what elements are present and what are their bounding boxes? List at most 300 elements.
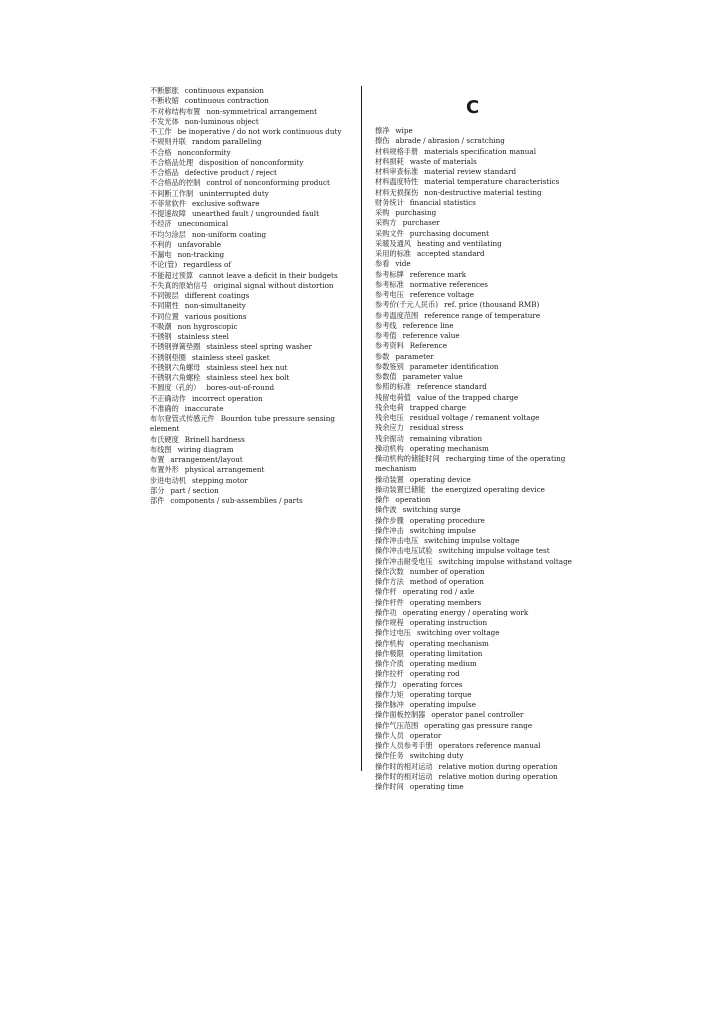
term-english: wiring diagram [177, 444, 234, 454]
term-chinese: 不吸潮 [150, 321, 172, 331]
glossary-entry [375, 495, 590, 505]
term-chinese: 材料审查标准 [375, 167, 419, 176]
term-chinese: 步进电动机 [150, 475, 186, 485]
term-chinese: 不圆度（孔的） [150, 383, 201, 393]
term-chinese: 参考资料 [375, 341, 404, 351]
term-english: material review standard [424, 167, 517, 176]
term-chinese: 操动机构 [375, 443, 404, 453]
term-chinese: 不漏电 [150, 250, 172, 259]
term-chinese: 不准确的 [150, 403, 179, 413]
term-english: operating forces [402, 679, 463, 689]
glossary-entry [375, 454, 590, 475]
glossary-entry [375, 649, 590, 659]
term-english: defective product / reject [184, 168, 277, 177]
term-chinese: 采暖及通风 [375, 238, 411, 248]
term-english: operating torque [409, 689, 472, 699]
term-english: switching impulse [409, 525, 476, 535]
glossary-entry [375, 546, 590, 556]
term-chinese: 采用的标准 [375, 249, 411, 258]
term-english: non-luminous object [184, 116, 259, 126]
glossary-entry [150, 137, 360, 147]
term-chinese: 操作功 [375, 607, 397, 617]
glossary-entry [375, 136, 590, 146]
term-chinese: 不菲常软件 [150, 198, 186, 208]
term-chinese: 操作时的相对运动 [375, 761, 433, 771]
glossary-entry [150, 271, 360, 281]
glossary-entry [375, 126, 590, 136]
term-chinese: 操作人员 [375, 730, 404, 740]
term-english: non-uniform coating [191, 229, 267, 239]
term-english: stainless steel spring washer [206, 342, 312, 352]
term-english: operating procedure [409, 515, 485, 525]
term-english: physical arrangement [184, 465, 265, 475]
term-chinese: 材料温度特性 [375, 177, 419, 187]
glossary-entry [375, 423, 590, 433]
glossary-entry [150, 373, 360, 383]
term-chinese: 不锈钢弹簧垫圈 [150, 342, 201, 352]
term-english: heating and ventilating [416, 238, 502, 248]
term-english: relative motion during operation [438, 771, 558, 781]
term-english: operating gas pressure range [424, 720, 533, 730]
term-chinese: 操作时的相对运动 [375, 771, 433, 781]
term-english: parameter [395, 351, 434, 361]
term-english: residual voltage / remanent voltage [409, 413, 540, 422]
glossary-entry [150, 291, 360, 301]
term-english: unearthed fault / ungrounded fault [191, 209, 319, 218]
term-chinese: 参考线 [375, 320, 397, 330]
section-letter: C [466, 97, 480, 118]
term-english: stainless steel [177, 332, 229, 341]
glossary-entry [375, 218, 590, 228]
glossary-entry [150, 486, 360, 496]
glossary-entry [375, 372, 590, 382]
term-chinese: 不规则并联 [150, 137, 186, 147]
term-chinese: 参看 [375, 259, 390, 269]
glossary-entry [375, 198, 590, 208]
term-chinese: 不同位置 [150, 311, 179, 321]
term-chinese: 不发光体 [150, 116, 179, 126]
term-chinese: 操作冲击 [375, 525, 404, 535]
term-english: non-simultaneity [184, 301, 246, 311]
glossary-entry [150, 496, 360, 506]
term-english: operating limitation [409, 648, 483, 658]
term-chinese: 布尔登管式传感元件 [150, 414, 215, 423]
glossary-entry [375, 280, 590, 290]
glossary-entry [375, 188, 590, 198]
left-column [150, 86, 360, 506]
term-english: reference range of temperature [424, 310, 541, 320]
glossary-entry [150, 312, 360, 322]
term-chinese: 操作极限 [375, 648, 404, 658]
glossary-entry [150, 209, 360, 219]
term-chinese: 参考值 [375, 331, 397, 340]
term-english: vide [395, 259, 411, 269]
term-english: wipe [395, 126, 413, 135]
term-chinese: 操作冲击电压试验 [375, 546, 433, 556]
term-english: reference standard [416, 382, 487, 392]
term-english: various positions [184, 311, 247, 321]
term-english: abrade / abrasion / scratching [395, 136, 505, 146]
term-chinese: 参照的标准 [375, 382, 411, 392]
glossary-entry [150, 168, 360, 178]
glossary-entry [375, 587, 590, 597]
term-english: operation [395, 495, 431, 504]
term-english: relative motion during operation [438, 761, 558, 771]
glossary-entry [150, 363, 360, 373]
glossary-entry [375, 300, 590, 310]
glossary-entry [375, 782, 590, 792]
term-english: nonconformity [177, 147, 231, 157]
glossary-entry [375, 290, 590, 300]
term-english: non-destructive material testing [424, 187, 542, 197]
glossary-entry [150, 260, 360, 270]
term-chinese: 材料损耗 [375, 156, 404, 166]
term-chinese: 操作力矩 [375, 689, 404, 699]
glossary-entry [150, 219, 360, 229]
term-english: the energized operating device [431, 484, 545, 494]
term-english: control of nonconforming product [206, 178, 330, 188]
term-chinese: 操作机构 [375, 638, 404, 648]
term-english: switching duty [409, 751, 464, 761]
term-english: material temperature characteristics [424, 177, 560, 187]
term-chinese: 财务统计 [375, 197, 404, 207]
term-chinese: 参考温度范围 [375, 310, 419, 320]
glossary-entry [375, 393, 590, 403]
term-chinese: 部件 [150, 496, 165, 505]
glossary-entry [150, 189, 360, 199]
term-english: purchaser [402, 218, 440, 228]
glossary-entry [375, 526, 590, 536]
glossary-entry [150, 301, 360, 311]
glossary-entry [150, 199, 360, 209]
glossary-entry [375, 167, 590, 177]
term-english: regardless of [183, 260, 231, 270]
term-english: be inoperative / do not work continuous duty [177, 127, 342, 136]
term-chinese: 不合格 [150, 147, 172, 157]
glossary-entry [375, 229, 590, 239]
term-chinese: 材料无损探伤 [375, 187, 419, 197]
glossary-entry [375, 413, 590, 423]
term-english: operating rod / axle [402, 587, 475, 597]
term-english: purchasing [395, 208, 437, 217]
glossary-entry [375, 249, 590, 259]
term-chinese: 操动机构的储能时间 [375, 454, 440, 463]
term-chinese: 不锈钢垫圈 [150, 352, 186, 362]
term-english: operating members [409, 597, 482, 607]
term-chinese: 操作方法 [375, 577, 404, 586]
term-chinese: 操作规程 [375, 618, 404, 627]
term-english: trapped charge [409, 402, 466, 412]
term-english: remaining vibration [409, 433, 483, 443]
term-chinese: 部分 [150, 485, 165, 495]
term-english: operating rod [409, 669, 460, 679]
term-chinese: 参考价(千元人民币) [375, 300, 439, 310]
term-english: switching impulse withstand voltage [438, 556, 572, 566]
term-english: number of operation [409, 566, 485, 576]
term-chinese: 操作 [375, 495, 390, 504]
term-chinese: 操作气压范围 [375, 720, 419, 730]
glossary-entry [375, 700, 590, 710]
term-chinese: 操作力 [375, 679, 397, 689]
term-english: parameter value [402, 372, 463, 381]
term-english: operating energy / operating work [402, 607, 529, 617]
term-chinese: 参数鉴别 [375, 361, 404, 371]
term-english: uninterrupted duty [199, 188, 269, 198]
glossary-entry [375, 557, 590, 567]
term-chinese: 参数 [375, 351, 390, 361]
term-english: cannot leave a deficit in their budgets [199, 270, 338, 280]
term-english: stainless steel hex bolt [206, 373, 290, 382]
term-english: operating impulse [409, 700, 476, 709]
term-english: non-symmetrical arrangement [206, 106, 318, 116]
term-chinese: 操作步骤 [375, 515, 404, 525]
term-chinese: 参考标准 [375, 279, 404, 289]
glossary-entry [375, 690, 590, 700]
term-english: financial statistics [409, 197, 476, 207]
term-chinese: 残余电荷 [375, 402, 404, 412]
term-english: operator [409, 730, 442, 740]
glossary-entry [375, 598, 590, 608]
glossary-entry [375, 321, 590, 331]
term-chinese: 操作杆件 [375, 597, 404, 607]
glossary-entry [375, 341, 590, 351]
term-english: stainless steel hex nut [206, 362, 288, 372]
glossary-entry [375, 208, 590, 218]
term-english: method of operation [409, 577, 484, 586]
term-english: stepping motor [191, 475, 248, 485]
term-english: Bourdon tube pressure sensing element [150, 414, 335, 434]
glossary-entry [150, 230, 360, 240]
term-chinese: 不能超过预算 [150, 270, 194, 280]
term-chinese: 操动装置已储能 [375, 484, 426, 494]
glossary-entry [375, 505, 590, 515]
term-chinese: 操作任务 [375, 751, 404, 761]
term-chinese: 不合格品的控制 [150, 178, 201, 188]
term-english: uneconomical [177, 219, 229, 229]
term-chinese: 参考标牌 [375, 269, 404, 279]
term-chinese: 不提速故障 [150, 209, 186, 218]
term-chinese: 操作过电压 [375, 628, 411, 638]
glossary-entry [375, 434, 590, 444]
glossary-entry [150, 465, 360, 475]
glossary-entry [150, 445, 360, 455]
term-chinese: 布线图 [150, 444, 172, 454]
glossary-entry [150, 414, 360, 435]
term-english: disposition of nonconformity [199, 157, 304, 167]
term-chinese: 采购 [375, 208, 390, 217]
term-english: waste of materials [409, 156, 477, 166]
term-english: operating mechanism [409, 638, 489, 648]
term-chinese: 不断膨胀 [150, 86, 179, 95]
term-chinese: 不论(管) [150, 260, 178, 270]
term-english: operating instruction [409, 618, 488, 627]
term-english: operating time [409, 782, 464, 791]
glossary-entry [150, 332, 360, 342]
glossary-entry [150, 96, 360, 106]
term-chinese: 不经济 [150, 219, 172, 229]
term-english: reference line [402, 320, 454, 330]
term-english: original signal without distortion [213, 280, 334, 290]
term-chinese: 不正确动作 [150, 393, 186, 403]
term-english: operating mechanism [409, 443, 489, 453]
term-chinese: 不失真的原始信号 [150, 280, 208, 290]
term-english: switching surge [402, 505, 461, 515]
glossary-entry [375, 311, 590, 321]
term-chinese: 操作波 [375, 505, 397, 515]
glossary-entry [150, 148, 360, 158]
glossary-entry [375, 485, 590, 495]
glossary-entry [150, 404, 360, 414]
glossary-entry [150, 322, 360, 332]
glossary-entry [375, 270, 590, 280]
term-english: residual stress [409, 423, 464, 433]
glossary-entry [375, 762, 590, 772]
glossary-entry [150, 342, 360, 352]
term-english: part / section [170, 485, 219, 495]
term-english: recharging time of the operating mechanism [375, 454, 566, 474]
term-chinese: 布氏硬度 [150, 434, 179, 444]
term-english: materials specification manual [424, 146, 537, 156]
term-english: operating device [409, 474, 471, 484]
term-english: components / sub-assemblies / parts [170, 496, 303, 505]
term-chinese: 不合格品 [150, 168, 179, 177]
glossary-entry [150, 394, 360, 404]
glossary-entry [375, 710, 590, 720]
glossary-entry [375, 659, 590, 669]
term-chinese: 残余振动 [375, 433, 404, 443]
term-chinese: 不断收缩 [150, 96, 179, 106]
glossary-entry [375, 639, 590, 649]
term-english: different coatings [184, 291, 250, 300]
glossary-entry [375, 536, 590, 546]
term-chinese: 操作人员参考手册 [375, 741, 433, 750]
term-chinese: 操作次数 [375, 566, 404, 576]
glossary-entry [150, 250, 360, 260]
term-chinese: 不工作 [150, 127, 172, 136]
term-chinese: 不对称结构布置 [150, 106, 201, 116]
term-english: operator panel controller [431, 710, 524, 720]
glossary-entry [150, 117, 360, 127]
glossary-entry [375, 352, 590, 362]
term-english: parameter identification [409, 361, 499, 371]
term-chinese: 布置 [150, 455, 165, 464]
glossary-entry [375, 444, 590, 454]
term-chinese: 操作介质 [375, 659, 404, 668]
glossary-entry [375, 259, 590, 269]
term-chinese: 操作拉杆 [375, 669, 404, 679]
glossary-entry [375, 772, 590, 782]
term-chinese: 操作脉冲 [375, 700, 404, 709]
term-english: bores-out-of-round [206, 383, 275, 393]
term-chinese: 操作冲击耐受电压 [375, 556, 433, 566]
term-chinese: 不利的 [150, 239, 172, 249]
term-chinese: 不均匀涂层 [150, 229, 186, 239]
glossary-entry [150, 281, 360, 291]
glossary-entry [150, 476, 360, 486]
glossary-entry [375, 751, 590, 761]
term-chinese: 采购文件 [375, 228, 404, 238]
glossary-entry [150, 240, 360, 250]
term-chinese: 操作杆 [375, 587, 397, 597]
term-chinese: 不锈钢六角螺栓 [150, 373, 201, 382]
glossary-entry [150, 127, 360, 137]
term-chinese: 擦净 [375, 126, 390, 135]
glossary-entry [375, 721, 590, 731]
term-english: inaccurate [184, 403, 224, 413]
term-chinese: 操作时间 [375, 782, 404, 791]
term-english: incorrect operation [191, 393, 263, 403]
glossary-entry [375, 403, 590, 413]
glossary-entry [375, 475, 590, 485]
glossary-entry [375, 177, 590, 187]
term-chinese: 采购方 [375, 218, 397, 228]
term-english: value of the trapped charge [416, 392, 519, 402]
term-english: stainless steel gasket [191, 352, 270, 362]
glossary-entry [150, 435, 360, 445]
term-chinese: 不间断工作制 [150, 188, 194, 198]
glossary-entry [150, 383, 360, 393]
term-english: reference value [402, 331, 460, 340]
glossary-entry [375, 741, 590, 751]
term-english: non-tracking [177, 250, 225, 259]
glossary-entry [150, 107, 360, 117]
term-english: continuous expansion [184, 86, 264, 95]
term-english: operators reference manual [438, 741, 541, 750]
glossary-entry [375, 628, 590, 638]
term-chinese: 操作面板控制器 [375, 710, 426, 720]
term-english: purchasing document [409, 228, 490, 238]
term-chinese: 参数值 [375, 372, 397, 381]
term-chinese: 残余电压 [375, 413, 404, 422]
glossary-entry [375, 239, 590, 249]
term-chinese: 不同镀层 [150, 291, 179, 300]
term-english: switching over voltage [416, 628, 500, 638]
term-english: Brinell hardness [184, 434, 245, 444]
term-english: continuous contraction [184, 96, 269, 106]
term-english: non hygroscopic [177, 321, 238, 331]
glossary-entry [375, 382, 590, 392]
glossary-entry [150, 158, 360, 168]
glossary-entry [375, 618, 590, 628]
right-column [375, 126, 590, 792]
term-chinese: 不同期性 [150, 301, 179, 311]
term-chinese: 残留电荷值 [375, 392, 411, 402]
glossary-entry [150, 455, 360, 465]
glossary-entry [375, 567, 590, 577]
term-english: Reference [409, 341, 447, 351]
term-english: unfavorable [177, 239, 222, 249]
term-chinese: 残余应力 [375, 423, 404, 433]
glossary-entry [375, 157, 590, 167]
term-english: accepted standard [416, 249, 485, 258]
term-chinese: 材料规格手册 [375, 146, 419, 156]
term-chinese: 不锈钢六角螺母 [150, 362, 201, 372]
term-english: switching impulse voltage [424, 536, 520, 545]
term-chinese: 操动装置 [375, 474, 404, 484]
term-english: exclusive software [191, 198, 260, 208]
glossary-entry [375, 680, 590, 690]
glossary-entry [375, 147, 590, 157]
term-english: switching impulse voltage test [438, 546, 550, 556]
term-chinese: 布置外形 [150, 465, 179, 475]
term-english: ref. price (thousand RMB) [444, 300, 540, 310]
glossary-entry [375, 362, 590, 372]
term-chinese: 擦伤 [375, 136, 390, 146]
column-divider [361, 86, 362, 771]
term-english: reference mark [409, 269, 467, 279]
glossary-entry [150, 86, 360, 96]
glossary-entry [150, 353, 360, 363]
